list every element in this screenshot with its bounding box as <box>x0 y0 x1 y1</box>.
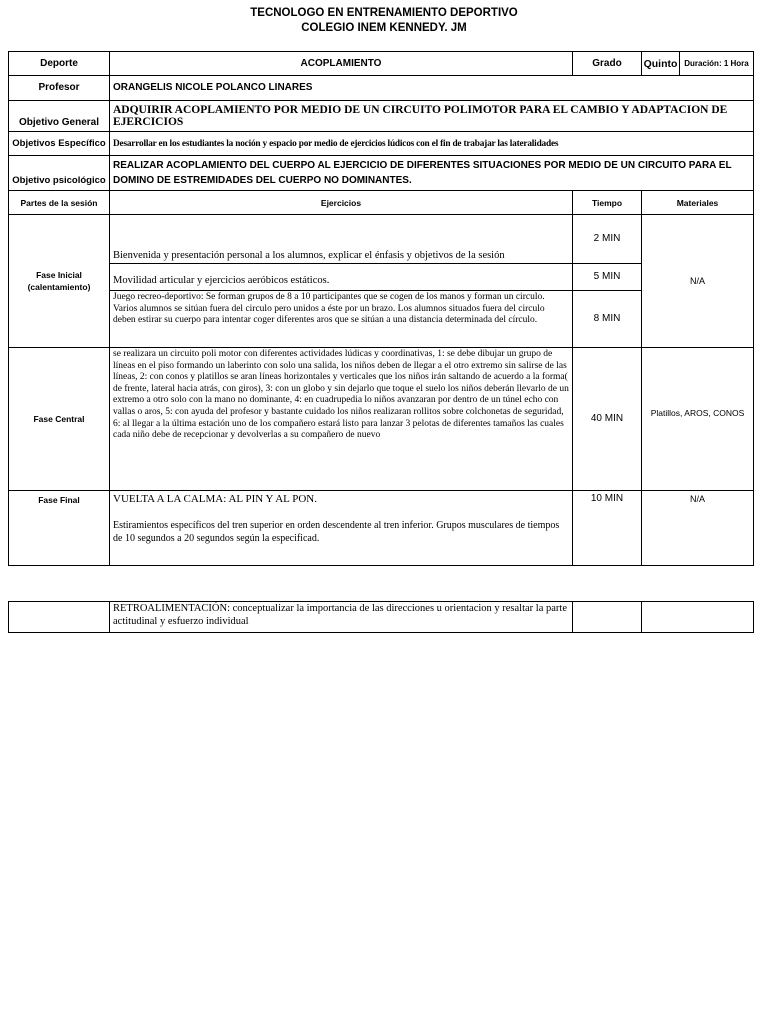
objetivo-general-value: ADQUIRIR ACOPLAMIENTO POR MEDIO DE UN CIRCUITO POLIMOTOR PARA EL CAMBIO Y ADAPTACION DE EJERCICIOS <box>113 104 728 128</box>
final-ejercicios <box>110 491 572 565</box>
col-partes: Partes de la sesión <box>20 197 98 208</box>
fase-final-label: Fase Final <box>38 495 80 505</box>
grado-label: Grado <box>592 57 622 69</box>
central-tiempo: 40 MIN <box>590 413 624 424</box>
objetivo-especifico-value: Desarrollar en los estudiantes la noción y espacio por medio de ejercicios lúdicos con el fin de trabajar las lateralidades <box>113 138 559 149</box>
col-materiales: Materiales <box>676 197 719 208</box>
objetivo-general-label: Objetivo General <box>18 117 100 128</box>
inicial-tiempo-2: 5 MIN <box>593 271 621 282</box>
profesor-label: Profesor <box>38 82 80 93</box>
inicial-ejercicio-2: Movilidad articular y ejercicios aeróbicos estáticos. <box>113 275 330 286</box>
objetivo-psicologico-label: Objetivo psicológico <box>12 175 106 186</box>
deporte-value: ACOPLAMIENTO <box>300 57 382 69</box>
fase-central-label: Fase Central <box>33 414 85 424</box>
profesor-value: ORANGELIS NICOLE POLANCO LINARES <box>113 82 313 93</box>
inicial-materiales: N/A <box>689 276 705 286</box>
objetivo-especifico-label: Objetivos Específico <box>12 137 106 149</box>
inicial-ejercicio-1: Bienvenida y presentación personal a los alumnos, explicar el énfasis y objetivos de la sesión <box>113 250 505 261</box>
col-tiempo: Tiempo <box>591 197 623 208</box>
inicial-tiempo-3: 8 MIN <box>593 313 621 324</box>
final-materiales: N/A <box>689 494 705 504</box>
final-tiempo: 10 MIN <box>590 493 624 504</box>
school-name: COLEGIO INEM KENNEDY. JM <box>301 22 467 34</box>
duracion: Duración: 1 Hora <box>684 58 749 68</box>
deporte-label: Deporte <box>40 57 78 69</box>
col-ejercicios: Ejercicios <box>320 197 362 208</box>
inicial-tiempo-1: 2 MIN <box>593 233 621 244</box>
objetivo-psicologico-value: REALIZAR ACOPLAMIENTO DEL CUERPO AL EJERCICIO DE DIFERENTES SITUACIONES POR MEDIO DE UN CIRCUITO PARA EL DOMINO DE ESTREMIDADES DEL CUERPO NO DOMINANTES. <box>113 160 732 186</box>
document-title: TECNOLOGO EN ENTRENAMIENTO DEPORTIVO <box>250 7 518 19</box>
final-ejercicio-1: VUELTA A LA CALMA: AL PIN Y AL PON. <box>113 493 317 505</box>
central-ejercicio: se realizara un circuito poli motor con diferentes actividades lúdicas y coordinativas, 1: se debe dibujar un grupo de líneas en el piso formando un laberinto con solo una salida, los niños deben de llegar a el otro extremo sin salirse de las líneas, 2: con conos y platillos se aran líneas horizontales y verticales que los niños irán saltando de acuerdo a la forma( de frente, lateral hacia atrás, con giros), 3: con un globo y sin dejarlo que toque el suelo los niños deberán llevarlo de un extremo a otro solo con la mano no dominante, 4: en cuadrupedia lo niños avanzaran por dentro de un túnel echo con vallas o aros, 5: con ayuda del profesor y bastante cuidado los niños realizaran rollitos sobre colchonetas de seguridad, 6: al llegar a la última estación uno de los compañero estará listo para lanzar 3 pelotas de diferentes tamaños las cuales cada niño debe de recepcionar y devolverlas a su compañero de nuevo <box>113 349 569 441</box>
retroalimentacion: RETROALIMENTACIÓN: conceptualizar la importancia de las direcciones u orientacion y resaltar la parte actitudinal y esfuerzo individual <box>113 603 567 627</box>
fase-inicial-label: Fase Inicial (calentamiento) <box>27 270 91 292</box>
grado-value: Quinto <box>643 57 678 70</box>
inicial-ejercicio-3: Juego recreo-deportivo: Se forman grupos de 8 a 10 participantes que se cogen de los manos y forman un circulo. Varios alumnos se sitúan fuera del circulo pero unidos a éste por un brazo. Los alumnos situados fuera del circulo deben estirar su cuerpo para intentar coger diferentes aros que se sitúan a una distancia determinada del círculo. <box>113 292 545 325</box>
final-ejercicio-2: Estiramientos específicos del tren superior en orden descendente al tren inferior. Grupos musculares de tiempos de 10 segundos a 20 segundos según la especificad. <box>113 520 560 544</box>
central-materiales: Platillos, AROS, CONOS <box>650 408 745 418</box>
